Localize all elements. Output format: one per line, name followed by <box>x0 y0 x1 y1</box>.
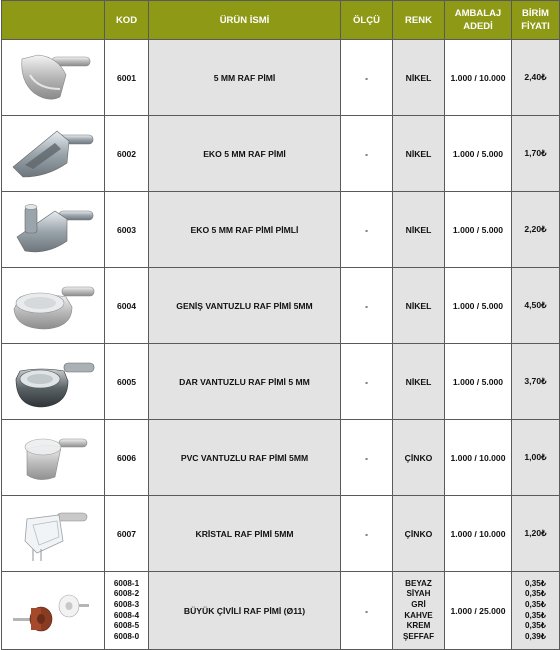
nickel-shelf-pin-icon <box>8 45 98 111</box>
renk-cell: NİKEL <box>393 344 445 420</box>
product-table <box>1 0 560 650</box>
table-header-row <box>2 1 560 40</box>
fiyat-cell: 1,70₺ <box>512 116 560 192</box>
fiyat-line: 0,35₺ <box>525 589 546 599</box>
renk-line: KREM <box>406 621 431 631</box>
renk-cell: ÇİNKO <box>393 420 445 496</box>
renk-cell: NİKEL <box>393 268 445 344</box>
table-row <box>2 344 560 420</box>
table-row <box>2 496 560 572</box>
wide-suction-shelf-pin-icon <box>6 273 100 339</box>
fiyat-line: 0,35₺ <box>525 621 546 631</box>
kod-line: 6008-0 <box>113 631 140 641</box>
olcu-cell: - <box>341 496 393 572</box>
renk-line: ŞEFFAF <box>402 631 435 641</box>
fiyat-line: 0,35₺ <box>525 610 546 620</box>
fiyat-line: 0,39₺ <box>525 631 546 641</box>
fiyat-cell-stack <box>512 572 560 650</box>
ambalaj-cell: 1.000 / 10.000 <box>445 496 512 572</box>
eco-shelf-pin-with-peg-icon <box>7 197 99 263</box>
header-ambalaj-line2: ADEDİ <box>463 21 493 32</box>
name-cell: BÜYÜK ÇİVİLİ RAF PİMİ (Ø11) <box>149 572 341 650</box>
olcu-cell: - <box>341 268 393 344</box>
kod-cell: 6002 <box>105 116 149 192</box>
kod-line: 6008-3 <box>113 599 140 609</box>
pvc-suction-shelf-pin-icon <box>13 425 93 491</box>
renk-line: GRİ <box>411 599 426 609</box>
header-birim-line1: BİRİM <box>522 8 549 19</box>
narrow-suction-shelf-pin-icon <box>6 349 100 415</box>
ambalaj-cell: 1.000 / 5.000 <box>445 192 512 268</box>
fiyat-cell: 2,40₺ <box>512 40 560 116</box>
kod-cell: 6004 <box>105 268 149 344</box>
fiyat-cell: 1,00₺ <box>512 420 560 496</box>
olcu-cell: - <box>341 572 393 650</box>
table-row <box>2 192 560 268</box>
olcu-cell: - <box>341 192 393 268</box>
product-image <box>2 40 105 116</box>
renk-line: BEYAZ <box>405 578 432 588</box>
product-image <box>2 192 105 268</box>
name-cell: PVC VANTUZLU RAF PİMİ 5MM <box>149 420 341 496</box>
kod-cell: 6001 <box>105 40 149 116</box>
fiyat-cell: 4,50₺ <box>512 268 560 344</box>
table-row <box>2 40 560 116</box>
fiyat-cell: 2,20₺ <box>512 192 560 268</box>
olcu-cell: - <box>341 344 393 420</box>
name-cell: GENİŞ VANTUZLU RAF PİMİ 5MM <box>149 268 341 344</box>
header-urun-ismi: ÜRÜN İSMİ <box>149 1 341 40</box>
product-image <box>2 268 105 344</box>
renk-line: KAHVE <box>404 610 433 620</box>
header-birim-line2: FİYATI <box>521 21 550 32</box>
header-olcu: ÖLÇÜ <box>341 1 393 40</box>
product-image <box>2 572 105 650</box>
name-cell: DAR VANTUZLU RAF PİMİ 5 MM <box>149 344 341 420</box>
header-ambalaj-line1: AMBALAJ <box>454 8 502 19</box>
kod-line: 6008-5 <box>113 621 140 631</box>
renk-cell: NİKEL <box>393 40 445 116</box>
name-cell: 5 MM RAF PİMİ <box>149 40 341 116</box>
olcu-cell: - <box>341 420 393 496</box>
fiyat-line: 0,35₺ <box>525 578 546 588</box>
ambalaj-cell: 1.000 / 5.000 <box>445 268 512 344</box>
fiyat-line: 0,35₺ <box>525 599 546 609</box>
kod-cell: 6006 <box>105 420 149 496</box>
renk-cell: NİKEL <box>393 116 445 192</box>
header-image-blank <box>2 1 105 40</box>
product-image <box>2 116 105 192</box>
table-row <box>2 268 560 344</box>
ambalaj-cell: 1.000 / 5.000 <box>445 344 512 420</box>
ambalaj-cell: 1.000 / 5.000 <box>445 116 512 192</box>
kod-line: 6008-2 <box>113 589 140 599</box>
large-nail-shelf-pin-icon <box>7 578 99 644</box>
name-cell: KRİSTAL RAF PİMİ 5MM <box>149 496 341 572</box>
table-row <box>2 572 560 650</box>
table-row <box>2 420 560 496</box>
product-image <box>2 420 105 496</box>
kod-cell: 6007 <box>105 496 149 572</box>
header-kod: KOD <box>105 1 149 40</box>
header-birim-fiyati <box>512 1 560 40</box>
renk-cell-stack <box>393 572 445 650</box>
name-cell: EKO 5 MM RAF PİMİ <box>149 116 341 192</box>
kod-cell: 6005 <box>105 344 149 420</box>
header-ambalaj <box>445 1 512 40</box>
ambalaj-cell: 1.000 / 25.000 <box>445 572 512 650</box>
table-row <box>2 116 560 192</box>
renk-line: SİYAH <box>406 589 431 599</box>
kod-line: 6008-1 <box>113 578 140 588</box>
renk-cell: NİKEL <box>393 192 445 268</box>
fiyat-cell: 1,20₺ <box>512 496 560 572</box>
crystal-shelf-pin-icon <box>13 501 93 567</box>
eco-shelf-pin-icon <box>7 121 99 187</box>
ambalaj-cell: 1.000 / 10.000 <box>445 420 512 496</box>
name-cell: EKO 5 MM RAF PİMİ PİMLİ <box>149 192 341 268</box>
product-image <box>2 344 105 420</box>
header-renk: RENK <box>393 1 445 40</box>
fiyat-cell: 3,70₺ <box>512 344 560 420</box>
olcu-cell: - <box>341 116 393 192</box>
renk-cell: ÇİNKO <box>393 496 445 572</box>
kod-line: 6008-4 <box>113 610 140 620</box>
product-image <box>2 496 105 572</box>
kod-cell-stack <box>105 572 149 650</box>
olcu-cell: - <box>341 40 393 116</box>
kod-cell: 6003 <box>105 192 149 268</box>
ambalaj-cell: 1.000 / 10.000 <box>445 40 512 116</box>
